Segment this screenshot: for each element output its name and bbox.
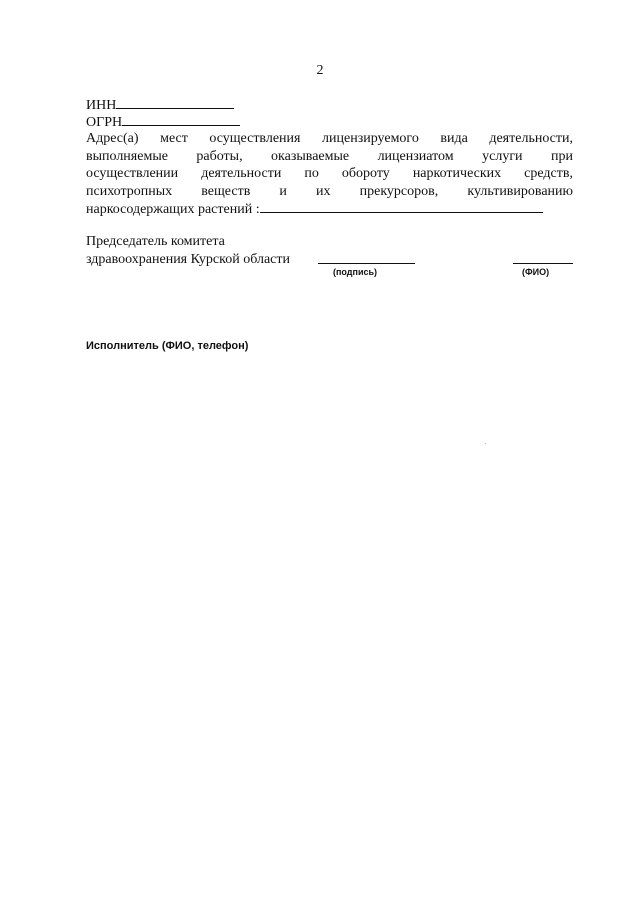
- address-last-text: наркосодержащих растений :: [86, 202, 260, 217]
- name-line: [513, 263, 573, 264]
- address-line: выполняемые работы, оказываемые лицензиатом услуги при: [86, 148, 573, 164]
- signature-caption: (подпись): [333, 267, 378, 277]
- name-caption: (ФИО): [522, 267, 550, 277]
- address-line: Адрес(а) мест осуществления лицензируемого вида деятельности,: [86, 131, 573, 146]
- inn-label: ИНН: [86, 98, 117, 113]
- address-paragraph: [86, 130, 573, 219]
- page-number: 2: [316, 63, 324, 78]
- signature-line: [318, 263, 415, 264]
- address-blank: [260, 200, 543, 213]
- scan-speck: [485, 443, 486, 444]
- inn-field: [86, 96, 234, 114]
- ogrn-blank: [122, 113, 240, 126]
- address-last-line: [86, 200, 573, 219]
- address-line: психотропных веществ и их прекурсоров, культивированию: [86, 183, 573, 199]
- ogrn-label: ОГРН: [86, 115, 123, 130]
- inn-blank: [116, 96, 234, 109]
- chairman-title-line-2: здравоохранения Курской области: [86, 252, 291, 267]
- ogrn-field: [86, 113, 240, 131]
- executor-note: Исполнитель (ФИО, телефон): [86, 340, 249, 352]
- address-line: осуществлении деятельности по обороту наркотических средств,: [86, 166, 573, 181]
- chairman-title-line-1: Председатель комитета: [86, 234, 225, 249]
